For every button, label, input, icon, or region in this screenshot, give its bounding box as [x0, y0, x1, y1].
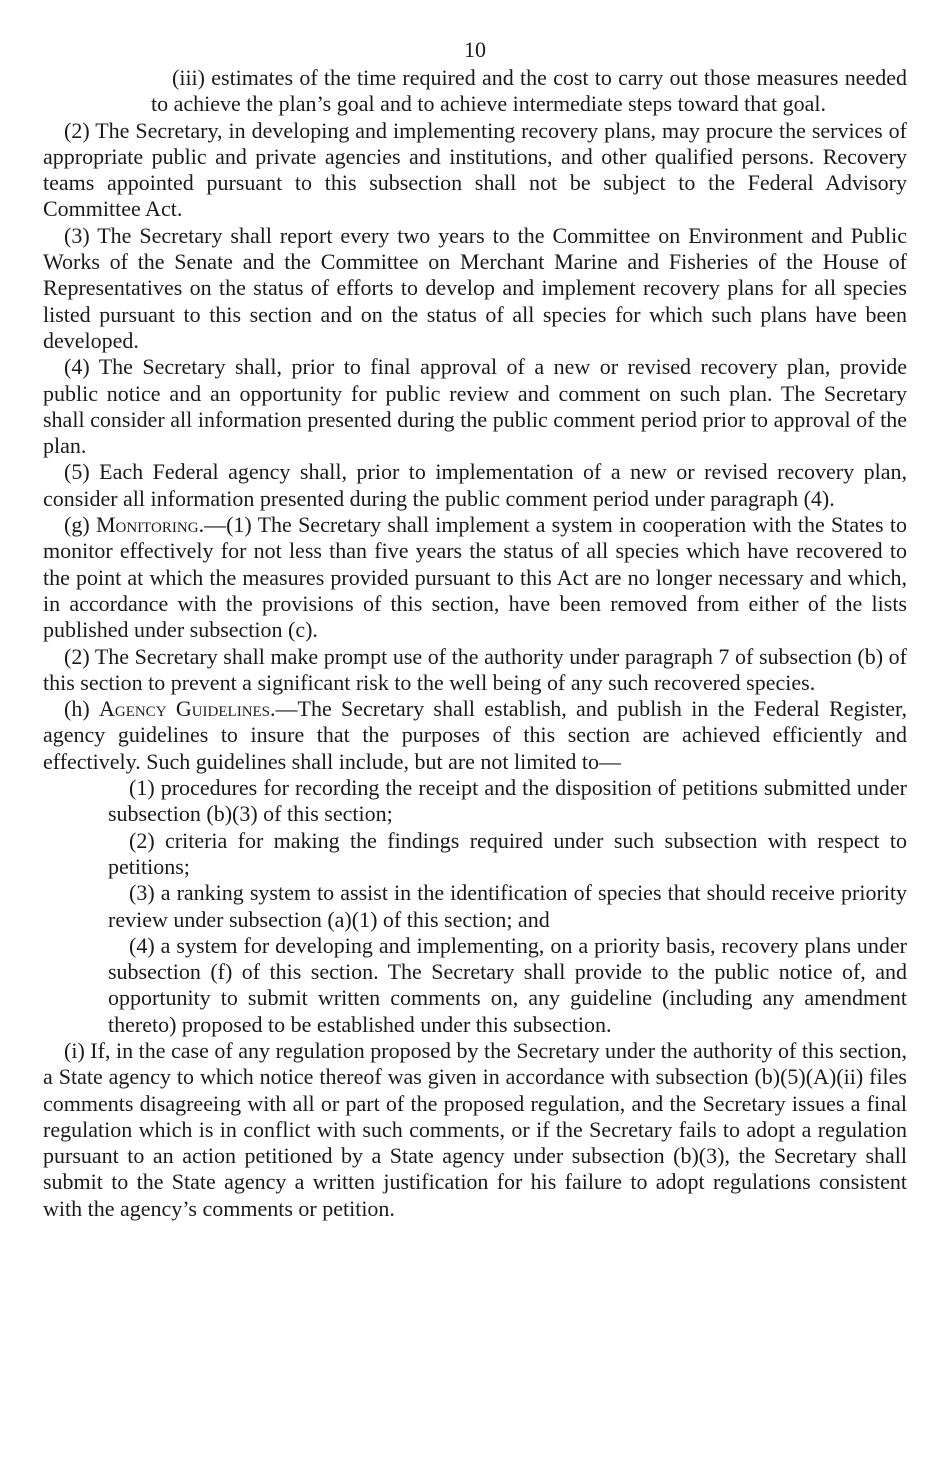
paragraph-h: [43, 696, 907, 775]
paragraph-f1-iii: (iii) estimates of the time required and the cost to carry out those measures needed to achieve the plan’s goal and to achieve intermediate steps toward that goal.: [151, 65, 907, 117]
page-number: 10: [464, 37, 486, 62]
paragraph-i: (i) If, in the case of any regulation proposed by the Secretary under the authority of this section, a State agency to which notice thereof was given in accordance with subsection (b)(5)(A)(ii) files comments disagreeing with all or part of the proposed regulation, and the Secretary issues a final regulation which is in conflict with such comments, or if the Secretary fails to adopt a regulation pursuant to an action petitioned by a State agency under subsection (b)(3), the Secretary shall submit to the State agency a written justification for his failure to adopt regulations consistent with the agency’s comments or petition.: [43, 1037, 907, 1221]
section-g-text: .—(1) The Secretary shall implement a system in cooperation with the States to monitor effectively for not less than five years the status of all species which have recovered to the point at which the measures provided pursuant to this Act are no longer necessary and which, in accordance with the provisions of this section, have been removed from either of the lists published under subsection (c).: [43, 512, 907, 643]
section-g-heading: Monitoring: [95, 512, 199, 538]
section-h-text: .—The Secretary shall establish, and publish in the Federal Register, agency guidelines to insure that the purposes of this section are achieved efficiently and effectively. Such guidelines shall include, but are not limited to—: [43, 696, 907, 774]
paragraph-g2: (2) The Secretary shall make prompt use of the authority under paragraph 7 of subsection (b) of this section to prevent a significant risk to the well being of any such recovered species.: [43, 643, 907, 695]
paragraph-h2: (2) criteria for making the findings required under such subsection with respect to petitions;: [108, 827, 907, 879]
paragraph-h3: (3) a ranking system to assist in the identification of species that should receive priority review under subsection (a)(1) of this section; and: [108, 880, 907, 932]
section-g-prefix: (g): [64, 512, 96, 538]
paragraph-h1: (1) procedures for recording the receipt and the disposition of petitions submitted under subsection (b)(3) of this section;: [108, 775, 907, 827]
paragraph-f5: (5) Each Federal agency shall, prior to implementation of a new or revised recovery plan, consider all information presented during the public comment period under paragraph (4).: [43, 459, 907, 511]
document-page: [43, 36, 907, 1222]
section-h-heading: Agency Guidelines: [98, 696, 271, 722]
section-h-prefix: (h): [64, 696, 99, 722]
paragraph-f2: (2) The Secretary, in developing and implementing recovery plans, may procure the services of appropriate public and private agencies and institutions, and other qualified persons. Recovery teams appointed pursuant to this subsection shall not be subject to the Federal Advisory Committee Act.: [43, 117, 907, 222]
paragraph-h4: (4) a system for developing and implementing, on a priority basis, recovery plans under subsection (f) of this section. The Secretary shall provide to the public notice of, and opportunity to submit written comments on, any guideline (including any amendment thereto) proposed to be established under this subsection.: [108, 932, 907, 1037]
paragraph-g1: [43, 512, 907, 643]
paragraph-f4: (4) The Secretary shall, prior to final approval of a new or revised recovery plan, provide public notice and an opportunity for public review and comment on such plan. The Secretary shall consider all information presented during the public comment period prior to approval of the plan.: [43, 354, 907, 459]
paragraph-f3: (3) The Secretary shall report every two years to the Committee on Environment and Public Works of the Senate and the Committee on Merchant Marine and Fisheries of the House of Representatives on the status of efforts to develop and implement recovery plans for all species listed pursuant to this section and on the status of all species for which such plans have been developed.: [43, 222, 907, 353]
